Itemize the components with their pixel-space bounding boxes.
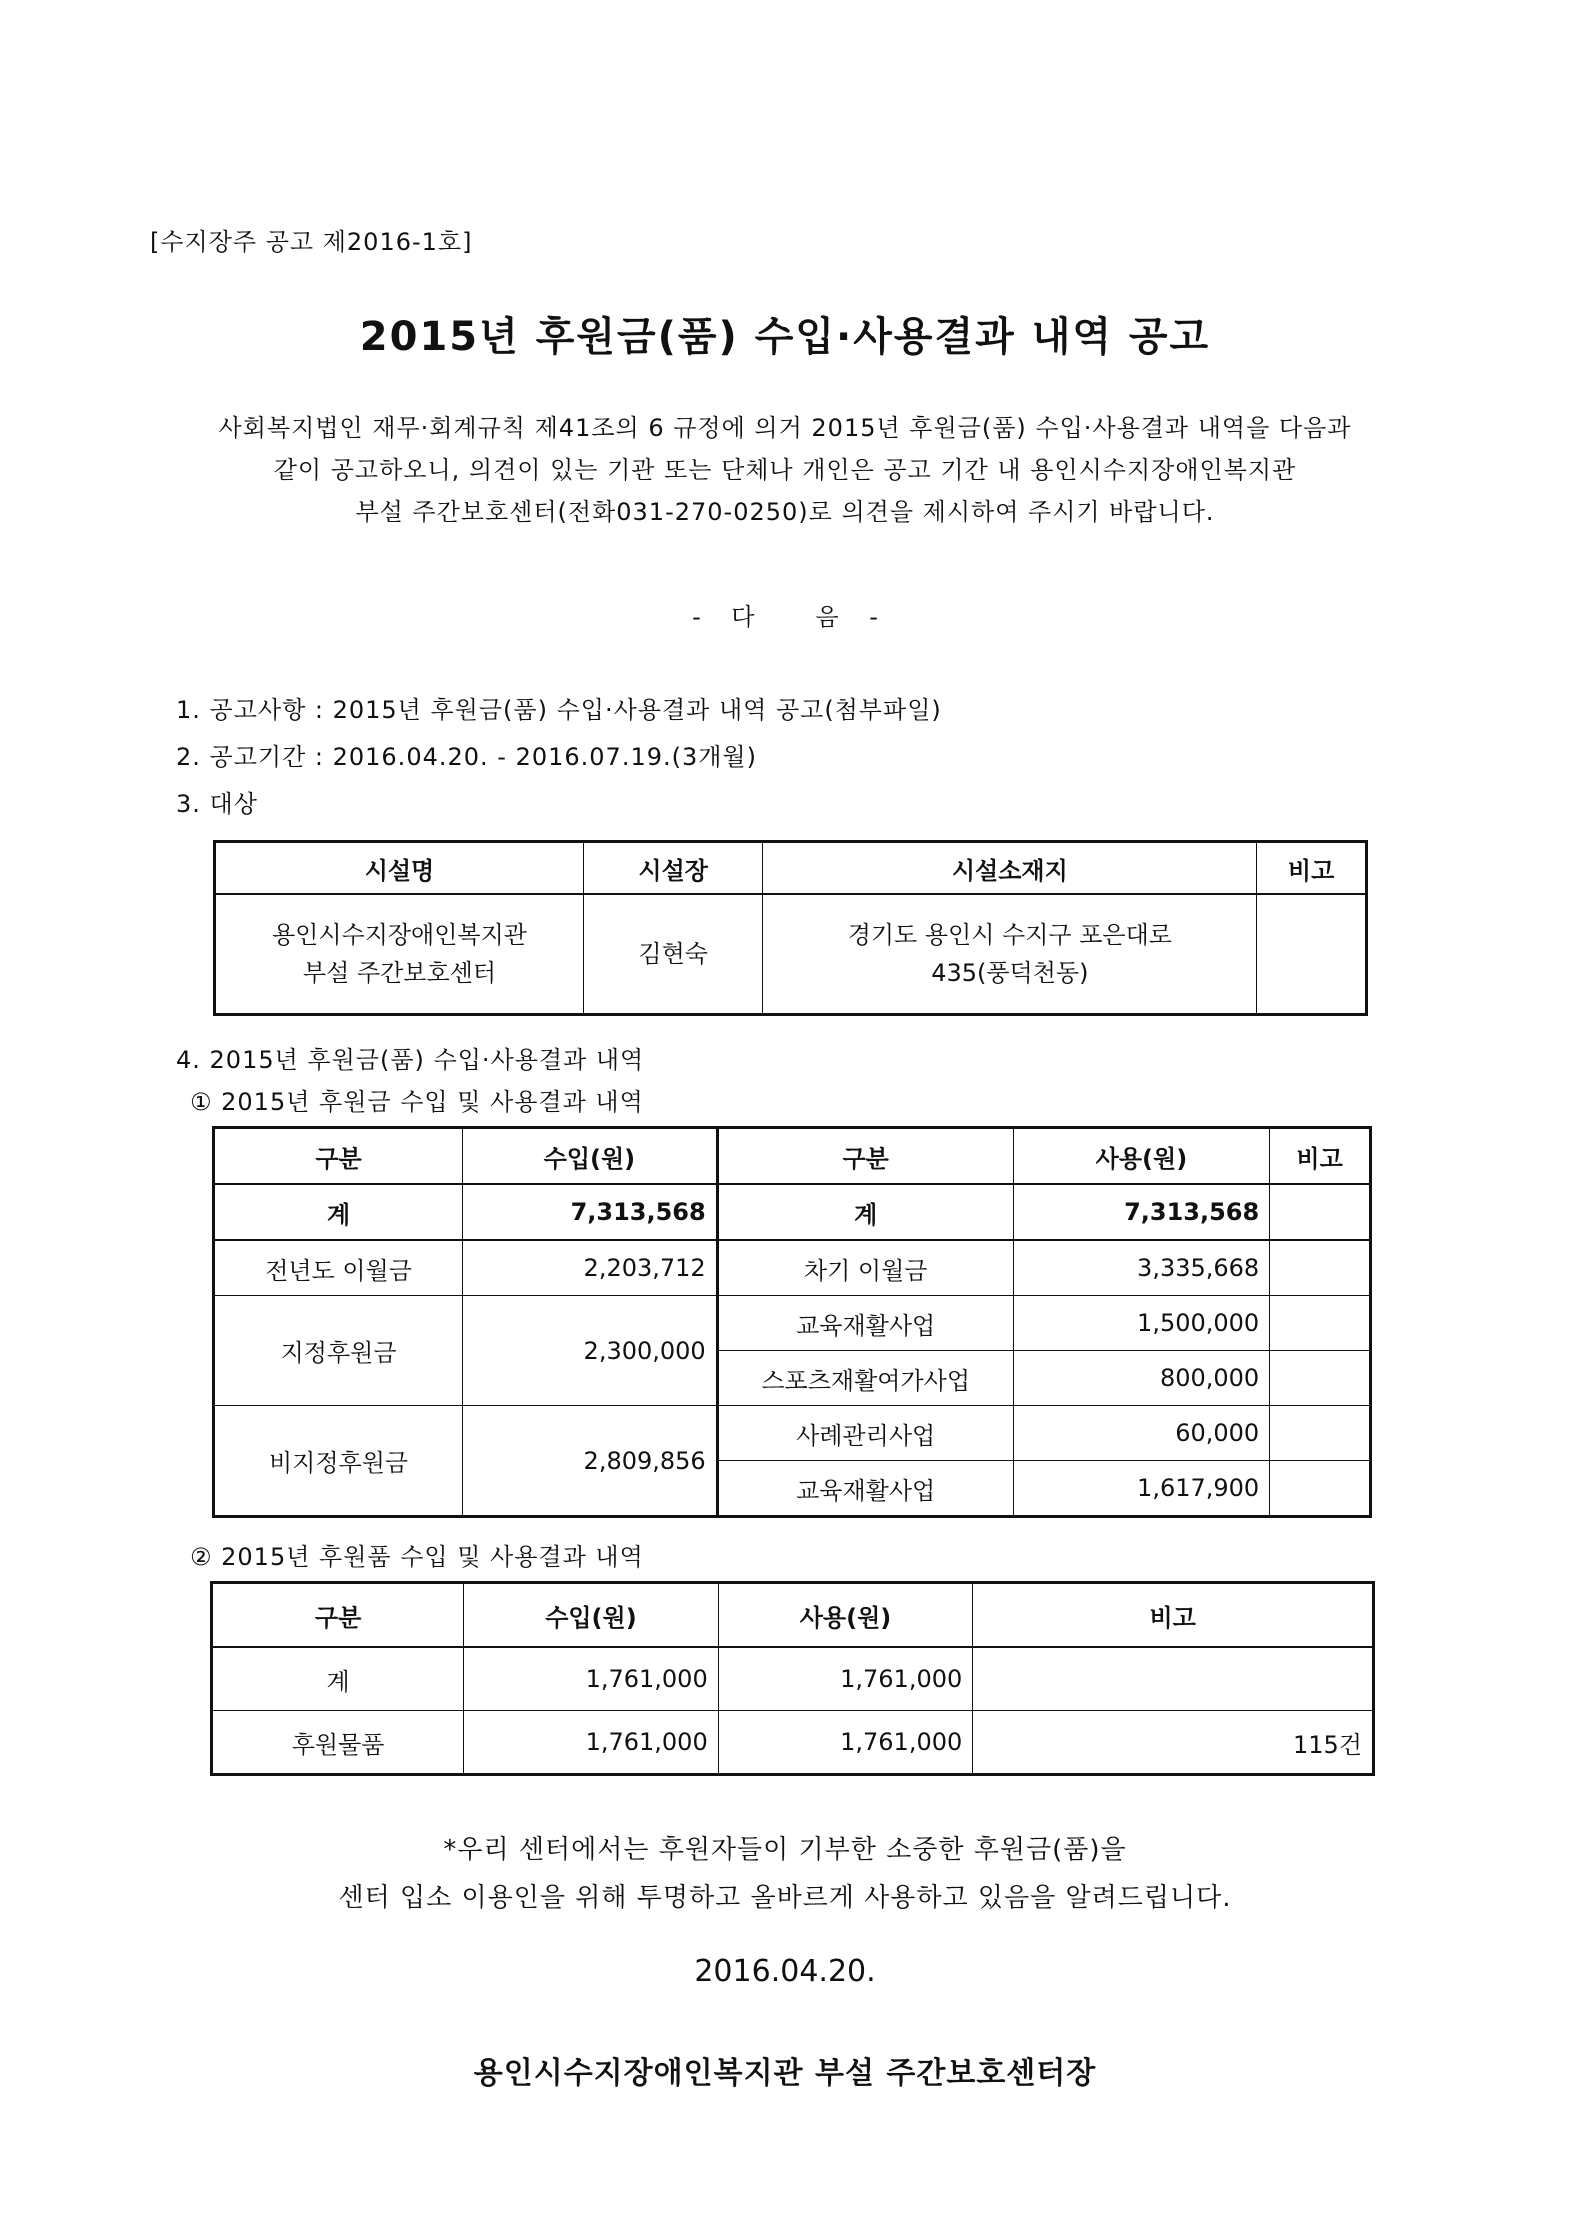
- table-row: [214, 1184, 1371, 1240]
- note-cell: [1270, 1240, 1371, 1296]
- header-facility-head: 시설장: [583, 842, 763, 895]
- closing-line: *우리 센터에서는 후원자들이 기부한 소중한 후원금(품)을: [443, 1835, 1127, 1865]
- income-amount-cell: 7,313,568: [463, 1184, 718, 1240]
- facility-address-cell: [763, 894, 1257, 1015]
- table-row: [214, 1240, 1371, 1296]
- note-cell: [1270, 1461, 1371, 1517]
- notice-date: 2016.04.20.: [694, 1954, 876, 1989]
- intro-line: 사회복지법인 재무·회계규칙 제41조의 6 규정에 의거 2015년 후원금(품) 수입·사용결과 내역을 다음과: [218, 414, 1352, 442]
- item-results: 4. 2015년 후원금(품) 수입·사용결과 내역: [176, 1046, 645, 1074]
- facility-name-line: 용인시수지장애인복지관: [271, 921, 527, 949]
- income-amount-cell: 1,761,000: [464, 1647, 719, 1711]
- table-row: [214, 1296, 1371, 1351]
- note-cell: [1270, 1184, 1371, 1240]
- use-category-cell: 스포츠재활여가사업: [717, 1351, 1013, 1406]
- use-category-cell: 교육재활사업: [717, 1296, 1013, 1351]
- item-notice-period: 2. 공고기간 : 2016.04.20. - 2016.07.19.(3개월): [176, 743, 757, 771]
- income-category-cell: 계: [214, 1184, 463, 1240]
- table-header-row: [214, 1128, 1371, 1185]
- header-use-category: 구분: [717, 1128, 1013, 1185]
- facility-head-cell: 김현숙: [583, 894, 763, 1015]
- use-amount-cell: 800,000: [1013, 1351, 1270, 1406]
- facility-name-cell: [215, 894, 584, 1015]
- header-note: 비고: [1257, 842, 1367, 895]
- use-category-cell: 교육재활사업: [717, 1461, 1013, 1517]
- use-amount-cell: 1,500,000: [1013, 1296, 1270, 1351]
- closing-line: 센터 입소 이용인을 위해 투명하고 올바르게 사용하고 있음을 알려드립니다.: [338, 1883, 1232, 1913]
- header-income-amount: 수입(원): [464, 1583, 719, 1648]
- note-cell: [1270, 1406, 1371, 1461]
- category-cell: 계: [212, 1647, 464, 1711]
- subitem-money: ① 2015년 후원금 수입 및 사용결과 내역: [190, 1088, 644, 1116]
- goods-table: [210, 1581, 1375, 1776]
- table-row: [212, 1711, 1374, 1775]
- table-row: [212, 1647, 1374, 1711]
- address-line: 435(풍덕천동): [931, 959, 1089, 987]
- header-note: 비고: [1270, 1128, 1371, 1185]
- use-category-cell: 차기 이월금: [717, 1240, 1013, 1296]
- table-row: [214, 1406, 1371, 1461]
- notice-number: [수지장주 공고 제2016-1호]: [150, 228, 473, 256]
- header-use-amount: 사용(원): [718, 1583, 973, 1648]
- income-amount-cell: 2,300,000: [463, 1296, 718, 1406]
- use-amount-cell: 1,761,000: [718, 1647, 973, 1711]
- use-amount-cell: 3,335,668: [1013, 1240, 1270, 1296]
- facility-table: [213, 840, 1368, 1016]
- use-category-cell: 계: [717, 1184, 1013, 1240]
- header-use-amount: 사용(원): [1013, 1128, 1270, 1185]
- section-marker: - 다 음 -: [692, 603, 878, 631]
- page-title: 2015년 후원금(품) 수입·사용결과 내역 공고: [359, 314, 1211, 360]
- facility-name-line: 부설 주간보호센터: [302, 959, 497, 987]
- header-note: 비고: [973, 1583, 1374, 1648]
- income-category-cell: 지정후원금: [214, 1296, 463, 1406]
- item-target: 3. 대상: [176, 790, 258, 818]
- address-line: 경기도 용인시 수지구 포은대로: [847, 921, 1172, 949]
- intro-line: 같이 공고하오니, 의견이 있는 기관 또는 단체나 개인은 공고 기간 내 용인시수지장애인복지관: [273, 456, 1297, 484]
- table-header-row: [215, 842, 1367, 895]
- intro-paragraph: [0, 407, 1570, 533]
- use-amount-cell: 7,313,568: [1013, 1184, 1270, 1240]
- header-facility-name: 시설명: [215, 842, 584, 895]
- note-cell: [1270, 1296, 1371, 1351]
- header-income-amount: 수입(원): [463, 1128, 718, 1185]
- note-cell: [973, 1647, 1374, 1711]
- header-income-category: 구분: [214, 1128, 463, 1185]
- header-facility-address: 시설소재지: [763, 842, 1257, 895]
- table-row: [215, 894, 1367, 1015]
- use-amount-cell: 60,000: [1013, 1406, 1270, 1461]
- income-amount-cell: 1,761,000: [464, 1711, 719, 1775]
- use-amount-cell: 1,617,900: [1013, 1461, 1270, 1517]
- signer: 용인시수지장애인복지관 부설 주간보호센터장: [473, 2056, 1097, 2091]
- note-cell: 115건: [973, 1711, 1374, 1775]
- money-table: [212, 1126, 1372, 1518]
- subitem-goods: ② 2015년 후원품 수입 및 사용결과 내역: [190, 1543, 644, 1571]
- header-category: 구분: [212, 1583, 464, 1648]
- closing-message: [0, 1826, 1570, 1922]
- intro-line: 부설 주간보호센터(전화031-270-0250)로 의견을 제시하여 주시기 바랍니다.: [355, 498, 1215, 526]
- category-cell: 후원물품: [212, 1711, 464, 1775]
- use-amount-cell: 1,761,000: [718, 1711, 973, 1775]
- income-category-cell: 전년도 이월금: [214, 1240, 463, 1296]
- facility-note-cell: [1257, 894, 1367, 1015]
- table-header-row: [212, 1583, 1374, 1648]
- income-amount-cell: 2,203,712: [463, 1240, 718, 1296]
- income-category-cell: 비지정후원금: [214, 1406, 463, 1517]
- use-category-cell: 사례관리사업: [717, 1406, 1013, 1461]
- item-notice-subject: 1. 공고사항 : 2015년 후원금(품) 수입·사용결과 내역 공고(첨부파일): [176, 696, 942, 724]
- note-cell: [1270, 1351, 1371, 1406]
- income-amount-cell: 2,809,856: [463, 1406, 718, 1517]
